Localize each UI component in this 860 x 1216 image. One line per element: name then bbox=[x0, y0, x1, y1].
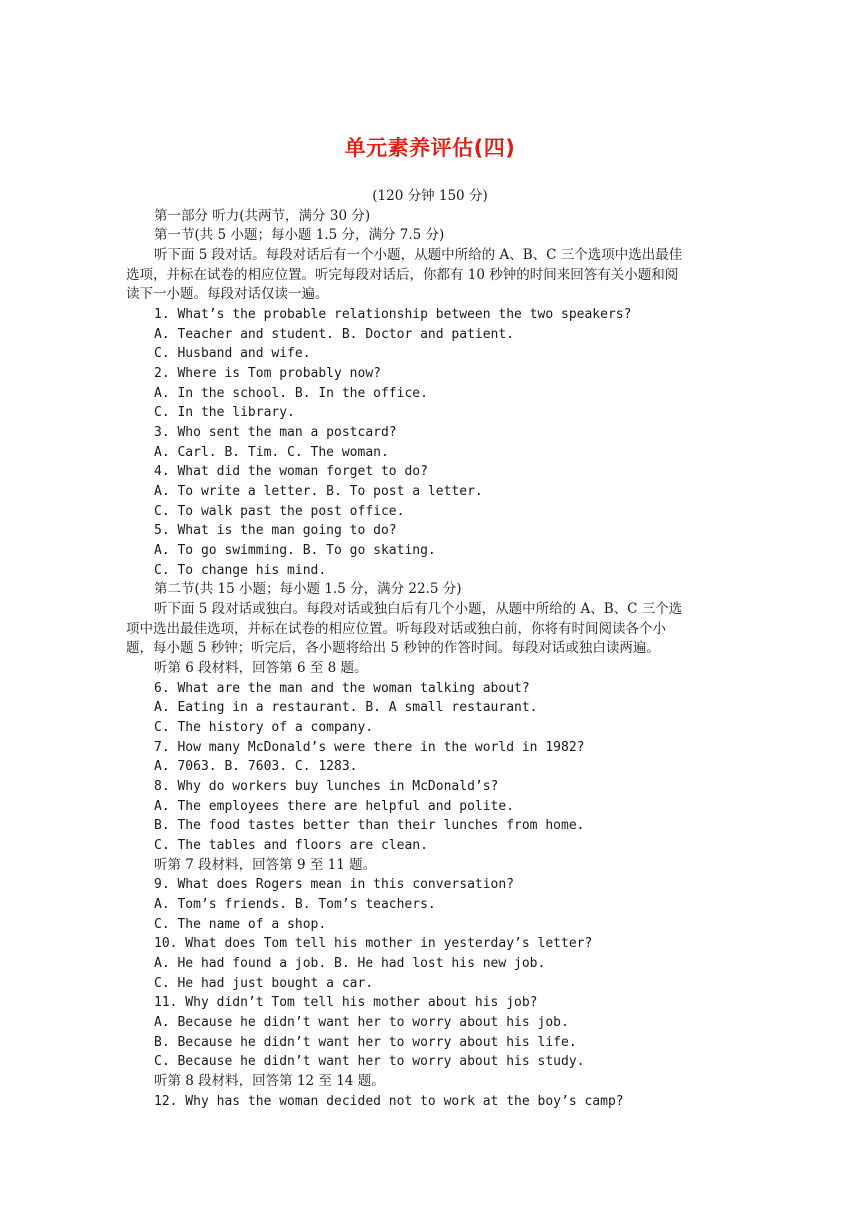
instruction-line: 选项，并标在试卷的相应位置。听完每段对话后，你都有 10 秒钟的时间来回答有关小题和阅 bbox=[126, 267, 679, 283]
option-line: C. The name of a shop. bbox=[154, 917, 327, 932]
option-line: A. 7063. B. 7603. C. 1283. bbox=[154, 759, 358, 774]
option-line: C. To change his mind. bbox=[154, 563, 327, 578]
option-line: A. Eating in a restaurant. B. A small restaurant. bbox=[154, 700, 538, 715]
instruction-line: 听下面 5 段对话。每段对话后有一个小题，从题中所给的 A、B、C 三个选项中选出最佳 bbox=[154, 247, 683, 263]
option-line: B. Because he didn’t want her to worry about his life. bbox=[154, 1035, 577, 1050]
option-line: C. Because he didn’t want her to worry about his study. bbox=[154, 1054, 585, 1069]
page-title: 单元素养评估(四) bbox=[344, 136, 516, 160]
question-line: 9. What does Rogers mean in this conversation? bbox=[154, 877, 515, 892]
question-line: 4. What did the woman forget to do? bbox=[154, 464, 428, 479]
option-line: A. Carl. B. Tim. C. The woman. bbox=[154, 445, 389, 460]
material-heading: 听第 6 段材料，回答第 6 至 8 题。 bbox=[154, 660, 368, 676]
section-heading: 第二节(共 15 小题；每小题 1.5 分，满分 22.5 分) bbox=[154, 581, 462, 597]
option-line: B. The food tastes better than their lunches from home. bbox=[154, 818, 585, 833]
instruction-line: 听下面 5 段对话或独白。每段对话或独白后有几个小题，从题中所给的 A、B、C 三个选 bbox=[154, 601, 683, 617]
option-line: A. Tom’s friends. B. Tom’s teachers. bbox=[154, 897, 436, 912]
option-line: C. Husband and wife. bbox=[154, 346, 311, 361]
instruction-line: 项中选出最佳选项，并标在试卷的相应位置。听每段对话或独白前，你将有时间阅读各个小 bbox=[126, 621, 666, 637]
option-line: A. To write a letter. B. To post a letter. bbox=[154, 484, 483, 499]
question-line: 1. What’s the probable relationship between the two speakers? bbox=[154, 307, 632, 322]
exam-info: (120 分钟 150 分) bbox=[372, 188, 488, 204]
question-line: 7. How many McDonald’s were there in the world in 1982? bbox=[154, 740, 585, 755]
question-line: 8. Why do workers buy lunches in McDonald’s? bbox=[154, 779, 499, 794]
question-line: 11. Why didn’t Tom tell his mother about his job? bbox=[154, 995, 538, 1010]
instruction-line: 读下一小题。每段对话仅读一遍。 bbox=[126, 286, 329, 302]
option-line: A. To go swimming. B. To go skating. bbox=[154, 543, 436, 558]
instruction-line: 题，每小题 5 秒钟；听完后，各小题将给出 5 秒钟的作答时间。每段对话或独白读两遍。 bbox=[126, 640, 660, 656]
option-line: A. He had found a job. B. He had lost his new job. bbox=[154, 956, 546, 971]
question-line: 5. What is the man going to do? bbox=[154, 523, 397, 538]
material-heading: 听第 8 段材料，回答第 12 至 14 题。 bbox=[154, 1073, 385, 1089]
question-line: 3. Who sent the man a postcard? bbox=[154, 425, 397, 440]
option-line: A. The employees there are helpful and polite. bbox=[154, 799, 515, 814]
option-line: C. The history of a company. bbox=[154, 720, 374, 735]
option-line: A. Teacher and student. B. Doctor and patient. bbox=[154, 327, 515, 342]
option-line: C. In the library. bbox=[154, 405, 295, 420]
question-line: 2. Where is Tom probably now? bbox=[154, 366, 381, 381]
section-heading: 第一节(共 5 小题；每小题 1.5 分，满分 7.5 分) bbox=[154, 227, 445, 243]
option-line: A. Because he didn’t want her to worry about his job. bbox=[154, 1015, 569, 1030]
option-line: C. To walk past the post office. bbox=[154, 504, 405, 519]
question-line: 6. What are the man and the woman talking about? bbox=[154, 681, 530, 696]
material-heading: 听第 7 段材料，回答第 9 至 11 题。 bbox=[154, 857, 377, 873]
option-line: A. In the school. B. In the office. bbox=[154, 386, 428, 401]
option-line: C. He had just bought a car. bbox=[154, 976, 374, 991]
option-line: C. The tables and floors are clean. bbox=[154, 838, 428, 853]
part-heading: 第一部分 听力(共两节，满分 30 分) bbox=[154, 208, 371, 224]
question-line: 10. What does Tom tell his mother in yesterday’s letter? bbox=[154, 936, 593, 951]
question-line: 12. Why has the woman decided not to work at the boy’s camp? bbox=[154, 1094, 624, 1109]
